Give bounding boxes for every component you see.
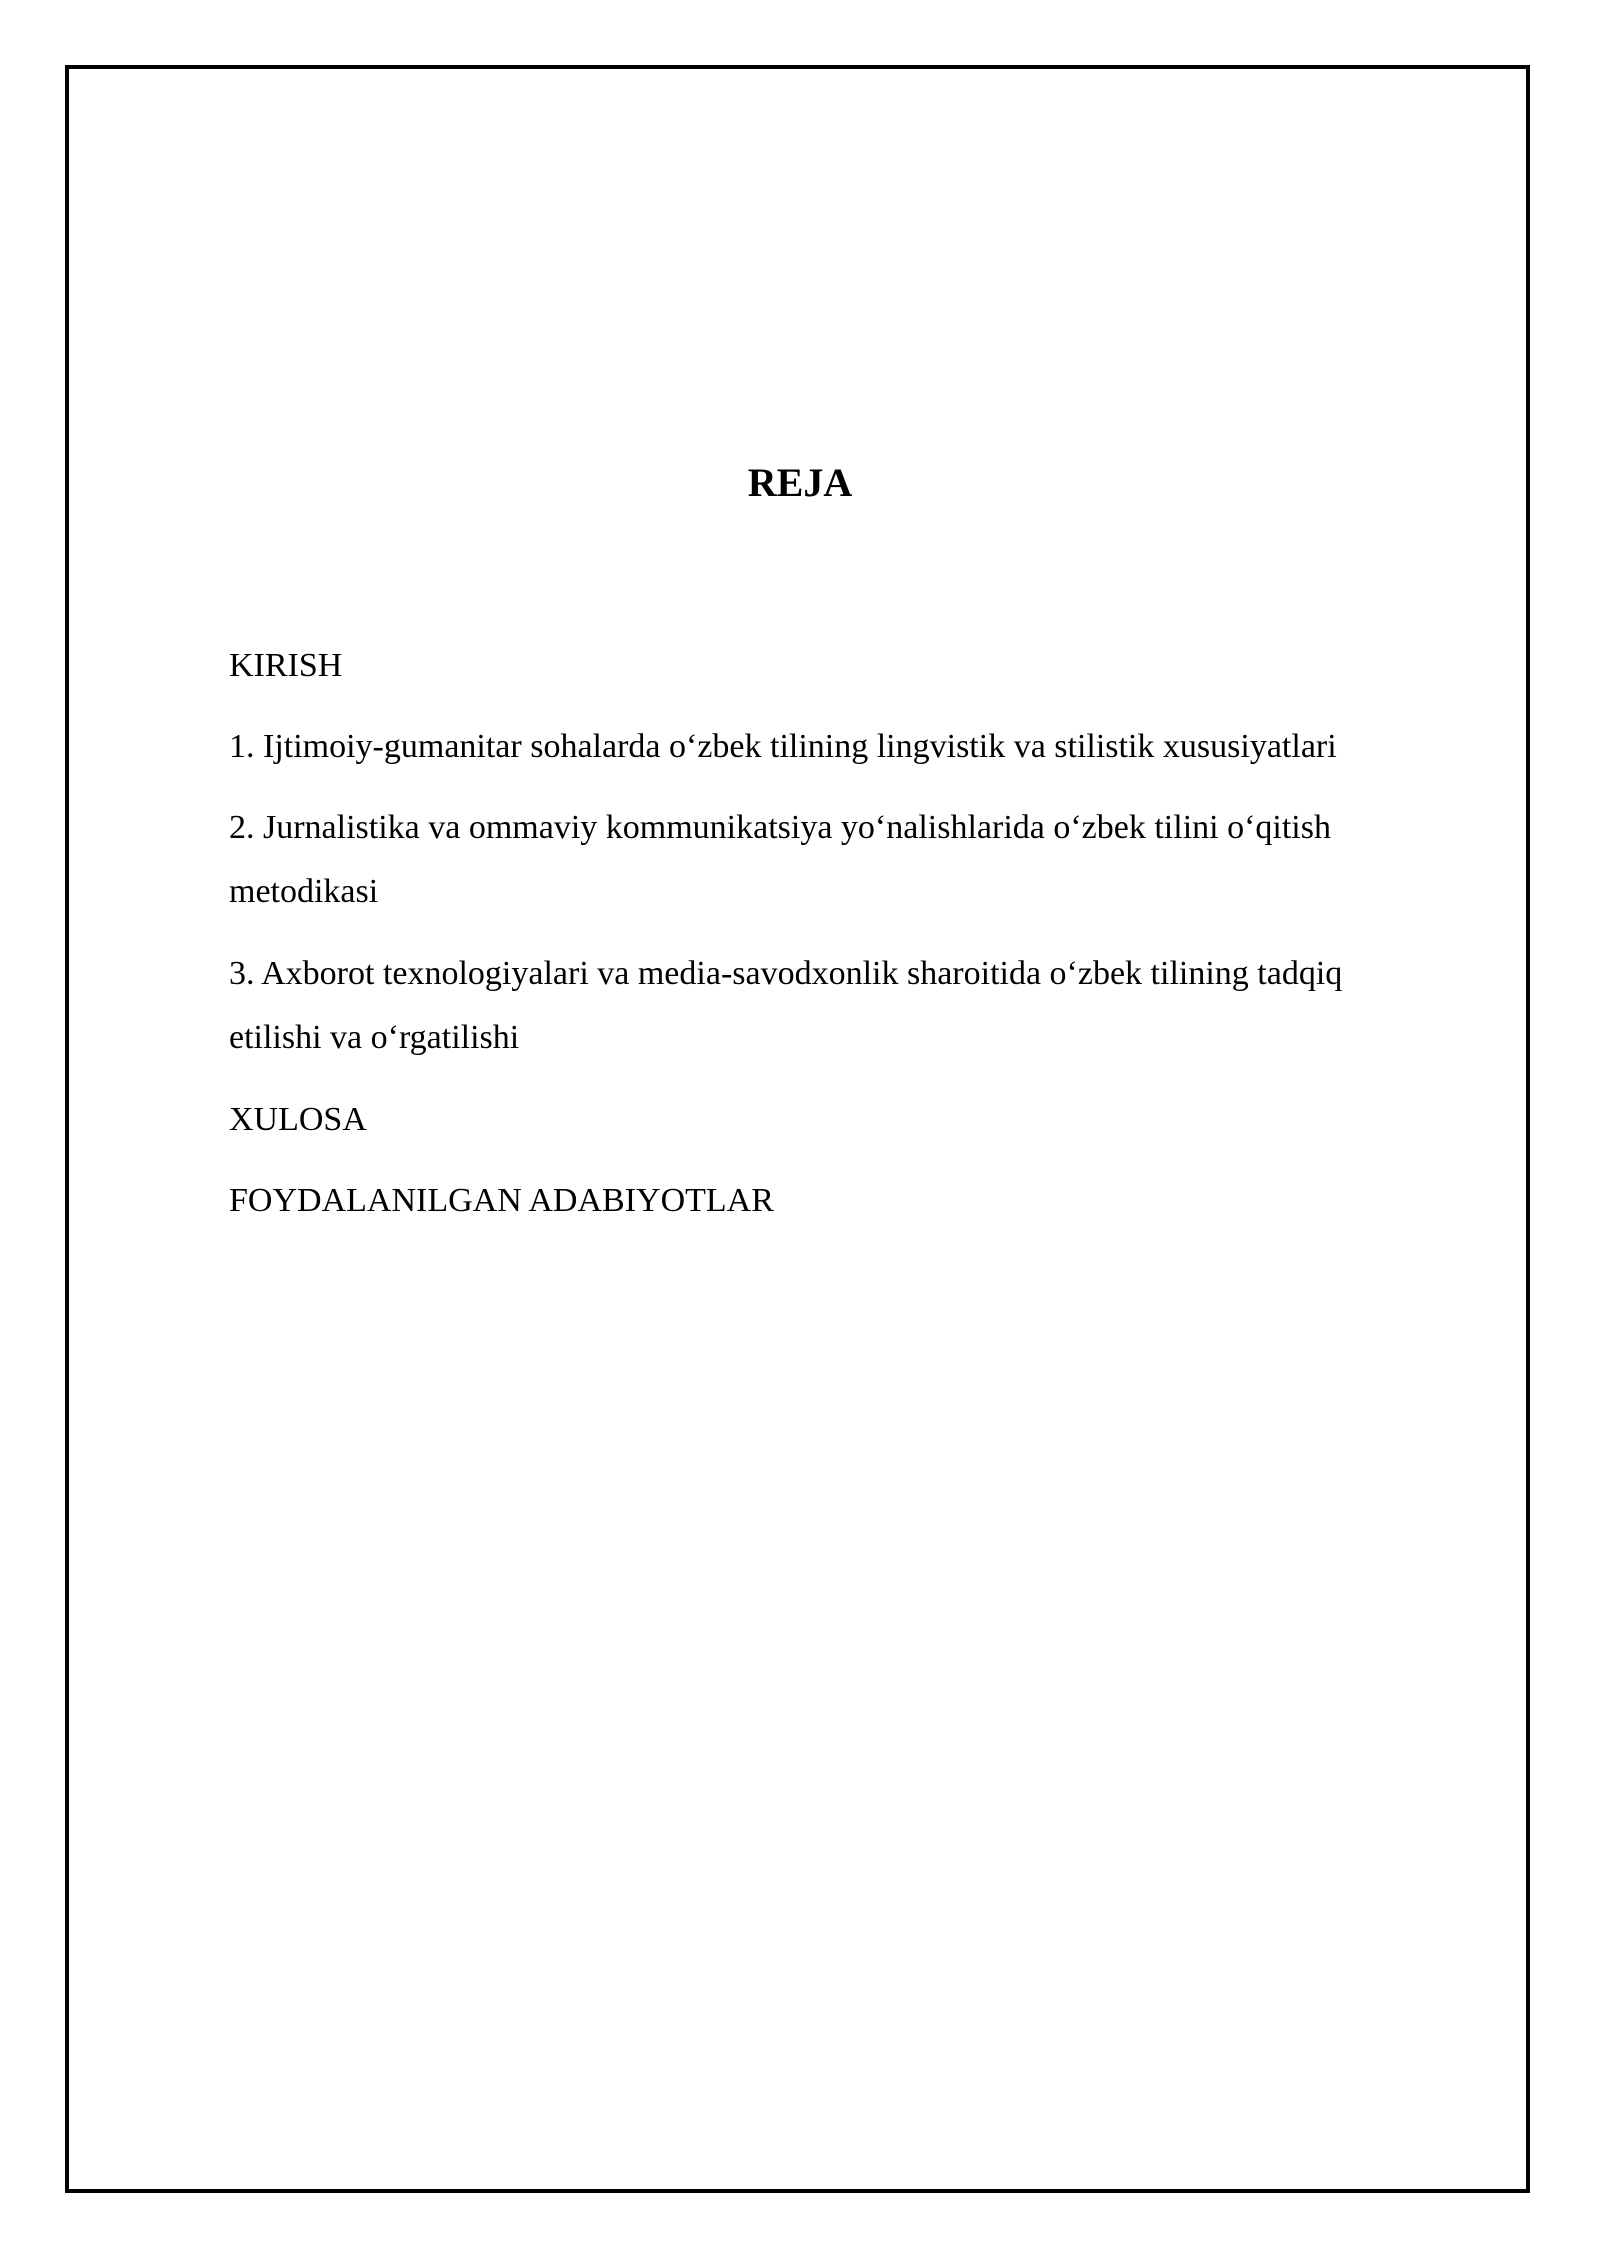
plan-item-line: KIRISH — [229, 647, 343, 684]
plan-item-introduction — [229, 634, 1479, 698]
plan-item-line: etilishi va o‘rgatilishi — [229, 1019, 520, 1056]
plan-item-3 — [229, 942, 1479, 1070]
plan-item-line: FOYDALANILGAN ADABIYOTLAR — [229, 1182, 774, 1219]
plan-item-line: 3. Axborot texnologiyalari va media-savodxonlik sharoitida o‘zbek tilining tadqiq — [229, 955, 1343, 992]
page-title: REJA — [747, 460, 853, 505]
plan-item-line: 2. Jurnalistika va ommaviy kommunikatsiya yo‘nalishlarida o‘zbek tilini o‘qitish — [229, 809, 1331, 846]
plan-item-references — [229, 1169, 1479, 1233]
plan-item-conclusion — [229, 1088, 1479, 1152]
plan-item-line: XULOSA — [229, 1101, 367, 1138]
plan-item-1 — [229, 715, 1479, 779]
plan-item-2 — [229, 796, 1479, 924]
plan-item-line: 1. Ijtimoiy-gumanitar sohalarda o‘zbek tilining lingvistik va stilistik xususiyatlari — [229, 728, 1337, 765]
plan-item-line: metodikasi — [229, 873, 379, 910]
